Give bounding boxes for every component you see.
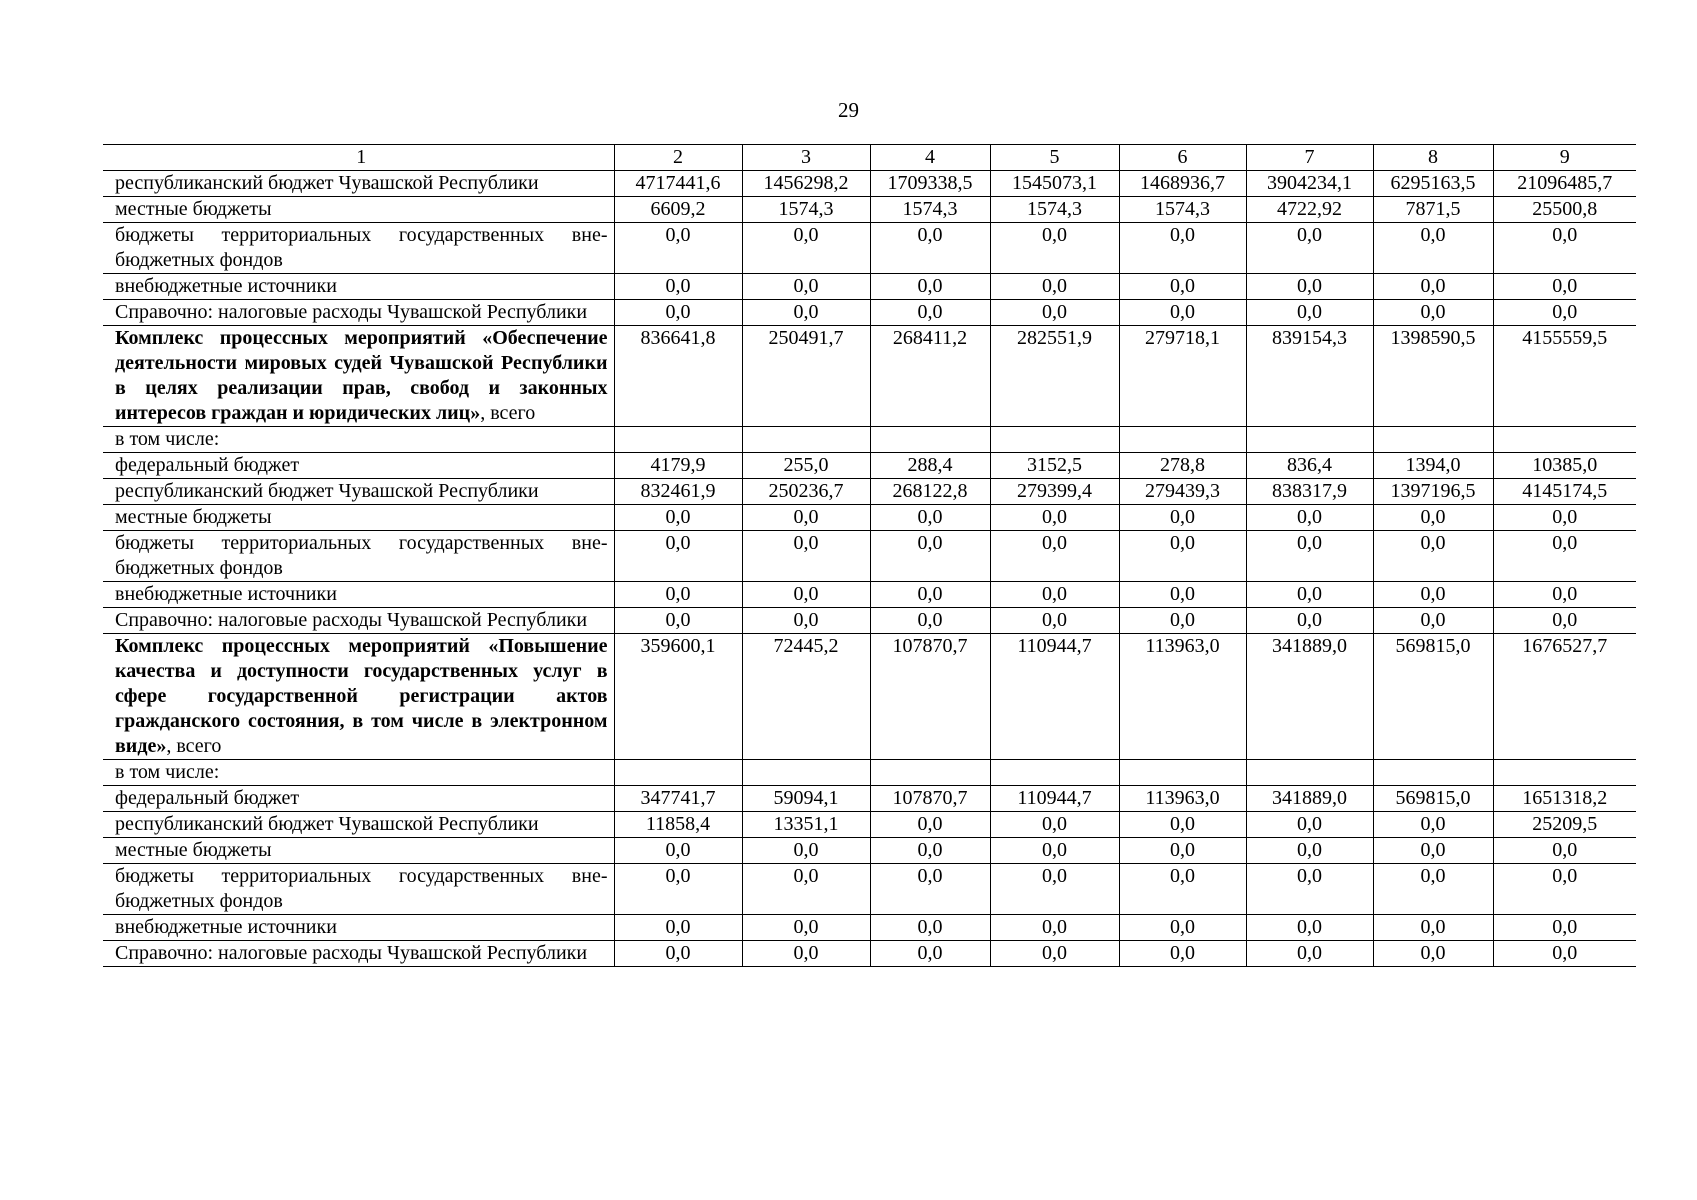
table-row <box>103 915 1636 941</box>
cell-value: 0,0 <box>1373 812 1493 838</box>
cell-value: 0,0 <box>1119 608 1246 634</box>
table-row <box>103 812 1636 838</box>
cell-value: 113963,0 <box>1119 634 1246 760</box>
cell-value: 0,0 <box>1373 582 1493 608</box>
cell-value: 0,0 <box>1373 864 1493 915</box>
column-number-3: 3 <box>742 145 870 171</box>
cell-value <box>614 427 742 453</box>
cell-value <box>1119 760 1246 786</box>
cell-value: 1651318,2 <box>1493 786 1636 812</box>
cell-value: 0,0 <box>1119 941 1246 967</box>
row-label: бюджеты территориальных государственных внебюджетных фондов <box>103 864 614 915</box>
cell-value: 107870,7 <box>870 634 990 760</box>
cell-value: 0,0 <box>1246 531 1373 582</box>
cell-value: 0,0 <box>1119 812 1246 838</box>
cell-value: 0,0 <box>742 300 870 326</box>
cell-value: 0,0 <box>1119 531 1246 582</box>
row-label-suffix: , всего <box>166 735 222 757</box>
row-label: Справочно: налоговые расходы Чувашской Республики <box>103 300 614 326</box>
cell-value: 1574,3 <box>1119 197 1246 223</box>
cell-value: 0,0 <box>1493 864 1636 915</box>
cell-value: 0,0 <box>870 223 990 274</box>
cell-value: 0,0 <box>742 505 870 531</box>
row-label: внебюджетные источники <box>103 915 614 941</box>
cell-value: 0,0 <box>1246 300 1373 326</box>
table-row <box>103 274 1636 300</box>
cell-value: 1394,0 <box>1373 453 1493 479</box>
cell-value: 0,0 <box>1493 223 1636 274</box>
row-label: республиканский бюджет Чувашской Республики <box>103 171 614 197</box>
cell-value: 0,0 <box>1119 505 1246 531</box>
cell-value: 0,0 <box>1246 941 1373 967</box>
cell-value: 836641,8 <box>614 326 742 427</box>
cell-value: 0,0 <box>870 864 990 915</box>
cell-value: 0,0 <box>1493 838 1636 864</box>
cell-value: 0,0 <box>990 915 1119 941</box>
cell-value: 0,0 <box>870 838 990 864</box>
column-number-row <box>103 145 1636 171</box>
cell-value <box>1373 427 1493 453</box>
cell-value: 341889,0 <box>1246 634 1373 760</box>
row-label-bold: Комплекс процессных мероприятий «Повышение качества и доступности государственных услуг в сфере государственной регистрации актов гражданского состояния, в том числе в электронном виде» <box>115 635 608 757</box>
cell-value: 0,0 <box>614 582 742 608</box>
cell-value: 0,0 <box>614 274 742 300</box>
cell-value: 255,0 <box>742 453 870 479</box>
cell-value <box>870 760 990 786</box>
cell-value: 0,0 <box>1373 608 1493 634</box>
cell-value: 1676527,7 <box>1493 634 1636 760</box>
cell-value: 4145174,5 <box>1493 479 1636 505</box>
cell-value: 569815,0 <box>1373 634 1493 760</box>
cell-value: 3152,5 <box>990 453 1119 479</box>
cell-value <box>990 760 1119 786</box>
cell-value: 7871,5 <box>1373 197 1493 223</box>
cell-value: 0,0 <box>1373 941 1493 967</box>
cell-value: 1397196,5 <box>1373 479 1493 505</box>
cell-value: 0,0 <box>1493 608 1636 634</box>
cell-value: 4722,92 <box>1246 197 1373 223</box>
row-label: федеральный бюджет <box>103 786 614 812</box>
cell-value: 0,0 <box>1119 582 1246 608</box>
row-label: Справочно: налоговые расходы Чувашской Республики <box>103 608 614 634</box>
cell-value: 0,0 <box>614 300 742 326</box>
cell-value <box>1373 760 1493 786</box>
cell-value: 341889,0 <box>1246 786 1373 812</box>
cell-value: 1545073,1 <box>990 171 1119 197</box>
row-label: республиканский бюджет Чувашской Республики <box>103 812 614 838</box>
cell-value <box>1119 427 1246 453</box>
cell-value: 113963,0 <box>1119 786 1246 812</box>
table-row <box>103 531 1636 582</box>
cell-value: 21096485,7 <box>1493 171 1636 197</box>
cell-value: 0,0 <box>870 505 990 531</box>
cell-value: 10385,0 <box>1493 453 1636 479</box>
column-number-1: 1 <box>103 145 614 171</box>
cell-value: 0,0 <box>614 531 742 582</box>
cell-value: 0,0 <box>1246 915 1373 941</box>
column-number-7: 7 <box>1246 145 1373 171</box>
cell-value: 250236,7 <box>742 479 870 505</box>
cell-value: 0,0 <box>614 864 742 915</box>
column-number-2: 2 <box>614 145 742 171</box>
cell-value: 0,0 <box>870 608 990 634</box>
row-label <box>103 634 614 760</box>
cell-value: 0,0 <box>1246 274 1373 300</box>
cell-value: 0,0 <box>1119 223 1246 274</box>
cell-value: 0,0 <box>1493 941 1636 967</box>
cell-value: 0,0 <box>1373 274 1493 300</box>
cell-value: 0,0 <box>990 812 1119 838</box>
table-row <box>103 864 1636 915</box>
cell-value: 1709338,5 <box>870 171 990 197</box>
table-row <box>103 427 1636 453</box>
row-label-bold: Комплекс процессных мероприятий «Обеспечение деятельности мировых судей Чувашской Республики в целях реализации прав, свобод и законных интересов граждан и юридических лиц» <box>115 327 608 424</box>
cell-value: 4717441,6 <box>614 171 742 197</box>
cell-value: 0,0 <box>614 223 742 274</box>
cell-value: 1574,3 <box>742 197 870 223</box>
column-number-8: 8 <box>1373 145 1493 171</box>
row-label: местные бюджеты <box>103 838 614 864</box>
cell-value: 0,0 <box>1119 864 1246 915</box>
cell-value: 25209,5 <box>1493 812 1636 838</box>
cell-value: 4155559,5 <box>1493 326 1636 427</box>
cell-value: 4179,9 <box>614 453 742 479</box>
cell-value <box>742 427 870 453</box>
cell-value: 13351,1 <box>742 812 870 838</box>
row-label: бюджеты территориальных государственных внебюджетных фондов <box>103 223 614 274</box>
row-label: бюджеты территориальных государственных внебюджетных фондов <box>103 531 614 582</box>
cell-value: 6609,2 <box>614 197 742 223</box>
table-row <box>103 479 1636 505</box>
cell-value: 0,0 <box>1493 505 1636 531</box>
cell-value: 0,0 <box>1493 300 1636 326</box>
cell-value <box>1246 760 1373 786</box>
page-number: 29 <box>838 98 859 122</box>
cell-value <box>1246 427 1373 453</box>
cell-value: 0,0 <box>870 941 990 967</box>
cell-value: 836,4 <box>1246 453 1373 479</box>
cell-value: 0,0 <box>1493 531 1636 582</box>
table-row <box>103 171 1636 197</box>
cell-value: 0,0 <box>990 223 1119 274</box>
cell-value: 0,0 <box>870 300 990 326</box>
cell-value: 0,0 <box>742 838 870 864</box>
cell-value: 0,0 <box>1246 838 1373 864</box>
cell-value: 0,0 <box>990 274 1119 300</box>
cell-value: 0,0 <box>1246 582 1373 608</box>
cell-value: 288,4 <box>870 453 990 479</box>
cell-value: 0,0 <box>742 582 870 608</box>
cell-value: 0,0 <box>1373 505 1493 531</box>
cell-value: 0,0 <box>1373 838 1493 864</box>
cell-value: 0,0 <box>1119 838 1246 864</box>
cell-value: 0,0 <box>870 274 990 300</box>
cell-value: 11858,4 <box>614 812 742 838</box>
table-row <box>103 326 1636 427</box>
cell-value: 0,0 <box>1493 274 1636 300</box>
cell-value: 0,0 <box>742 531 870 582</box>
row-label: республиканский бюджет Чувашской Республики <box>103 479 614 505</box>
table-row <box>103 582 1636 608</box>
cell-value: 25500,8 <box>1493 197 1636 223</box>
cell-value: 279718,1 <box>1119 326 1246 427</box>
cell-value: 0,0 <box>870 531 990 582</box>
cell-value: 0,0 <box>1373 300 1493 326</box>
cell-value: 359600,1 <box>614 634 742 760</box>
cell-value: 838317,9 <box>1246 479 1373 505</box>
cell-value: 0,0 <box>1246 223 1373 274</box>
cell-value: 0,0 <box>1119 300 1246 326</box>
cell-value: 0,0 <box>990 300 1119 326</box>
cell-value <box>614 760 742 786</box>
row-label: внебюджетные источники <box>103 582 614 608</box>
row-label: внебюджетные источники <box>103 274 614 300</box>
cell-value: 0,0 <box>1373 223 1493 274</box>
cell-value: 0,0 <box>1493 582 1636 608</box>
table-row <box>103 197 1636 223</box>
cell-value: 107870,7 <box>870 786 990 812</box>
row-label: в том числе: <box>103 760 614 786</box>
cell-value: 0,0 <box>870 812 990 838</box>
cell-value: 282551,9 <box>990 326 1119 427</box>
cell-value: 0,0 <box>614 608 742 634</box>
cell-value: 0,0 <box>990 864 1119 915</box>
column-number-5: 5 <box>990 145 1119 171</box>
row-label: местные бюджеты <box>103 197 614 223</box>
cell-value: 110944,7 <box>990 786 1119 812</box>
cell-value: 0,0 <box>1119 274 1246 300</box>
cell-value: 0,0 <box>1119 915 1246 941</box>
cell-value: 0,0 <box>990 838 1119 864</box>
cell-value: 59094,1 <box>742 786 870 812</box>
row-label: федеральный бюджет <box>103 453 614 479</box>
cell-value: 268122,8 <box>870 479 990 505</box>
cell-value <box>870 427 990 453</box>
cell-value: 0,0 <box>614 505 742 531</box>
cell-value: 1574,3 <box>870 197 990 223</box>
table-row <box>103 760 1636 786</box>
row-label-suffix: , всего <box>480 402 536 424</box>
cell-value: 0,0 <box>614 838 742 864</box>
cell-value: 1456298,2 <box>742 171 870 197</box>
column-number-9: 9 <box>1493 145 1636 171</box>
cell-value: 832461,9 <box>614 479 742 505</box>
row-label: местные бюджеты <box>103 505 614 531</box>
column-number-6: 6 <box>1119 145 1246 171</box>
cell-value: 347741,7 <box>614 786 742 812</box>
cell-value: 1574,3 <box>990 197 1119 223</box>
cell-value: 6295163,5 <box>1373 171 1493 197</box>
cell-value: 250491,7 <box>742 326 870 427</box>
cell-value: 72445,2 <box>742 634 870 760</box>
table-row <box>103 786 1636 812</box>
cell-value: 0,0 <box>742 864 870 915</box>
cell-value: 0,0 <box>1246 505 1373 531</box>
table-row <box>103 634 1636 760</box>
cell-value: 0,0 <box>1373 915 1493 941</box>
cell-value: 0,0 <box>1373 531 1493 582</box>
cell-value: 0,0 <box>990 531 1119 582</box>
cell-value: 0,0 <box>742 915 870 941</box>
cell-value: 0,0 <box>990 505 1119 531</box>
cell-value: 0,0 <box>742 941 870 967</box>
table-row <box>103 223 1636 274</box>
cell-value: 0,0 <box>1246 608 1373 634</box>
cell-value: 0,0 <box>990 941 1119 967</box>
cell-value: 1398590,5 <box>1373 326 1493 427</box>
cell-value: 0,0 <box>1493 915 1636 941</box>
cell-value <box>1493 760 1636 786</box>
budget-table <box>103 144 1636 967</box>
table-row <box>103 608 1636 634</box>
cell-value <box>990 427 1119 453</box>
cell-value: 839154,3 <box>1246 326 1373 427</box>
cell-value <box>1493 427 1636 453</box>
table-row <box>103 838 1636 864</box>
cell-value: 1468936,7 <box>1119 171 1246 197</box>
row-label <box>103 326 614 427</box>
cell-value: 0,0 <box>870 582 990 608</box>
cell-value: 0,0 <box>1246 864 1373 915</box>
cell-value: 0,0 <box>742 608 870 634</box>
cell-value <box>742 760 870 786</box>
cell-value: 3904234,1 <box>1246 171 1373 197</box>
row-label: в том числе: <box>103 427 614 453</box>
cell-value: 279439,3 <box>1119 479 1246 505</box>
cell-value: 569815,0 <box>1373 786 1493 812</box>
cell-value: 0,0 <box>614 941 742 967</box>
table-row <box>103 300 1636 326</box>
table-row <box>103 453 1636 479</box>
column-number-4: 4 <box>870 145 990 171</box>
cell-value: 0,0 <box>870 915 990 941</box>
cell-value: 0,0 <box>614 915 742 941</box>
cell-value: 0,0 <box>742 223 870 274</box>
cell-value: 279399,4 <box>990 479 1119 505</box>
table-row <box>103 941 1636 967</box>
cell-value: 0,0 <box>1246 812 1373 838</box>
table-body <box>103 171 1636 967</box>
cell-value: 0,0 <box>990 582 1119 608</box>
cell-value: 278,8 <box>1119 453 1246 479</box>
cell-value: 0,0 <box>742 274 870 300</box>
cell-value: 110944,7 <box>990 634 1119 760</box>
cell-value: 0,0 <box>990 608 1119 634</box>
table-row <box>103 505 1636 531</box>
row-label: Справочно: налоговые расходы Чувашской Республики <box>103 941 614 967</box>
cell-value: 268411,2 <box>870 326 990 427</box>
